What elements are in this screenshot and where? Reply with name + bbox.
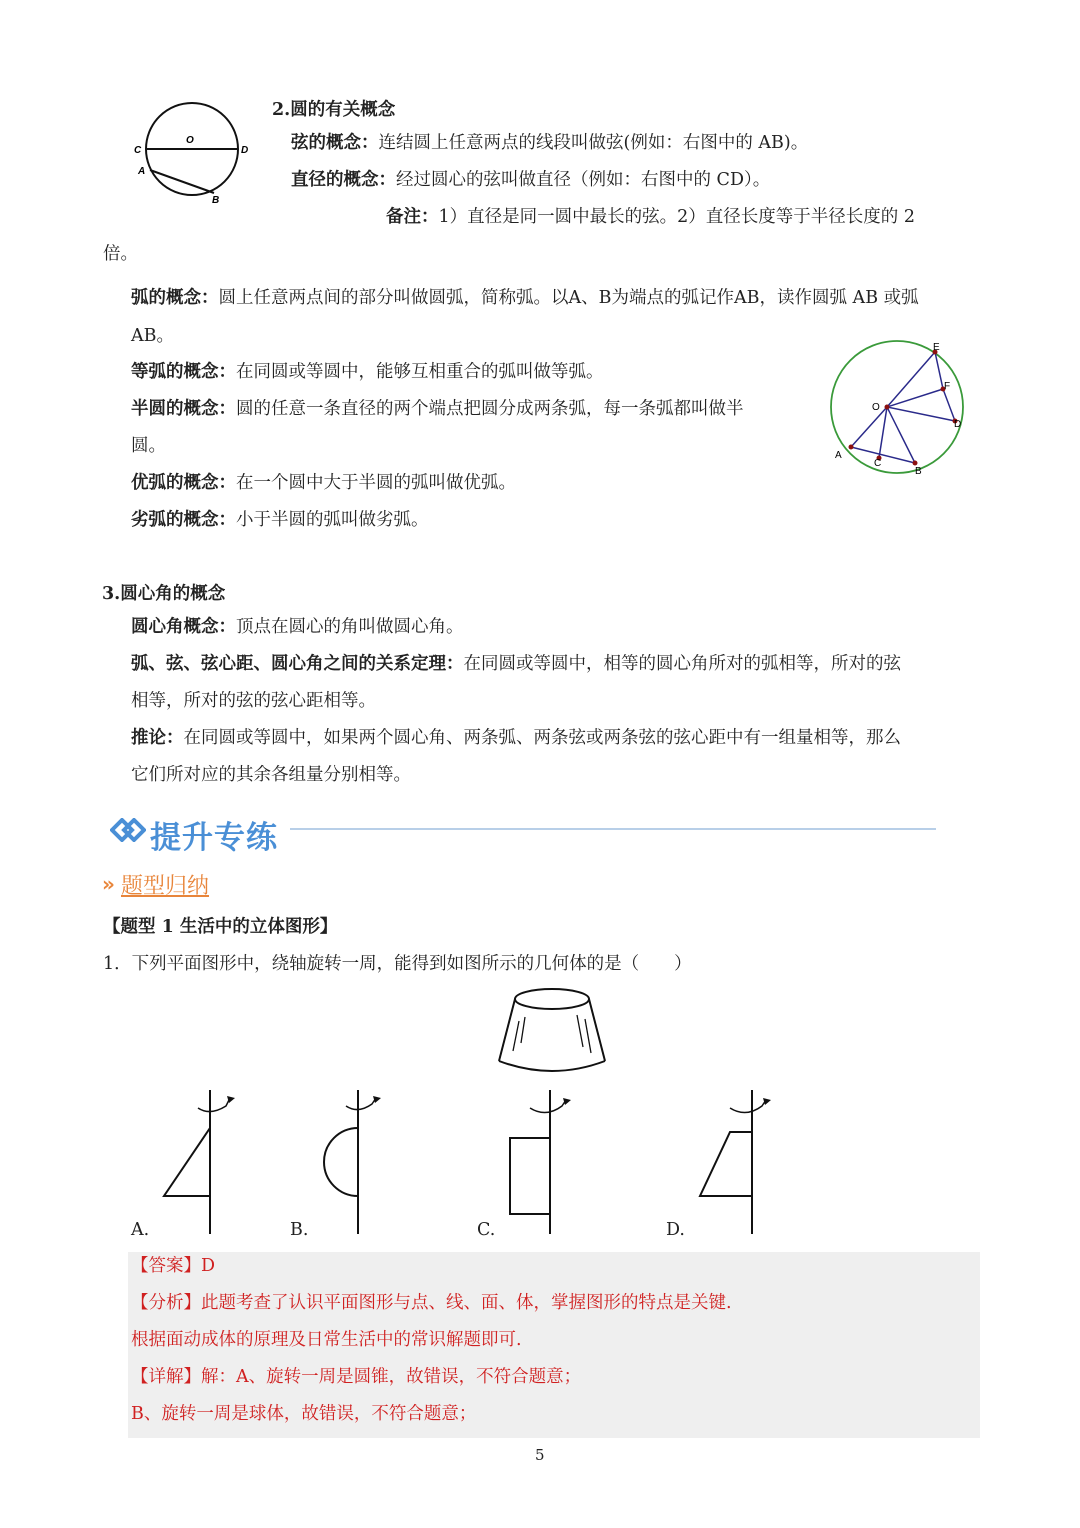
minor-arc-text: 小于半圆的弧叫做劣弧。 xyxy=(236,510,429,530)
diameter-label: 直径的概念： xyxy=(291,170,396,190)
fig1-label-d: D xyxy=(241,145,249,156)
banner-rule xyxy=(290,828,936,830)
circle-chord-diagram xyxy=(130,95,260,210)
chord-text: 连结圆上任意两点的线段叫做弦(例如：右图中的 AB)。 xyxy=(378,133,809,153)
option-a-label[interactable]: A. xyxy=(131,1220,150,1240)
detail-line-b: B、旋转一周是球体，故错误，不符合题意； xyxy=(131,1404,477,1424)
fig2-circle xyxy=(831,341,963,473)
sub-banner-title: 题型归纳 xyxy=(121,874,210,899)
fig2-label-f: F xyxy=(944,381,951,392)
central-angle-concept xyxy=(131,617,464,637)
semicircle-continuation: 圆。 xyxy=(131,436,166,456)
sub-banner-chevron-icon: » xyxy=(102,872,115,896)
diameter-text: 经过圆心的弦叫做直径（例如：右图中的 CD）。 xyxy=(396,170,771,190)
central-angle-label: 圆心角概念： xyxy=(131,617,236,637)
equal-arc-concept xyxy=(131,362,604,382)
major-arc-label: 优弧的概念： xyxy=(131,473,236,493)
minor-arc-label: 劣弧的概念： xyxy=(131,510,236,530)
option-c-label[interactable]: C. xyxy=(477,1220,496,1240)
circle-arcs-diagram xyxy=(815,335,980,480)
note-continuation: 倍。 xyxy=(103,244,138,264)
fig2-label-d: D xyxy=(954,419,962,430)
fig2-label-a: A xyxy=(835,450,842,461)
page-number: 5 xyxy=(535,1446,545,1464)
chord-label: 弦的概念： xyxy=(291,133,379,153)
corollary-label: 推论： xyxy=(131,728,184,748)
fig2-label-e: E xyxy=(933,342,940,353)
arc-label: 弧的概念： xyxy=(131,288,219,308)
major-arc-concept xyxy=(131,473,516,493)
relation-text: 在同圆或等圆中，相等的圆心角所对的弧相等，所对的弦 xyxy=(463,654,901,674)
option-c-figure xyxy=(500,1088,600,1236)
arc-concept xyxy=(131,288,919,308)
analysis-line: 【分析】此题考查了认识平面图形与点、线、面、体，掌握图形的特点是关键. xyxy=(131,1293,732,1313)
question1-stem: 1．下列平面图形中，绕轴旋转一周，能得到如图所示的几何体的是（ ） xyxy=(103,954,692,974)
type1-title: 【题型 1 生活中的立体图形】 xyxy=(103,917,338,937)
corollary xyxy=(131,728,901,748)
semicircle-label: 半圆的概念： xyxy=(131,399,236,419)
central-angle-text: 顶点在圆心的角叫做圆心角。 xyxy=(236,617,464,637)
minor-arc-concept xyxy=(131,510,429,530)
fig2-label-o: O xyxy=(872,402,880,413)
note-line xyxy=(386,207,915,227)
relation-theorem xyxy=(131,654,901,674)
option-a-figure xyxy=(150,1088,250,1236)
equal-arc-label: 等弧的概念： xyxy=(131,362,236,382)
fig2-label-b: B xyxy=(915,466,922,477)
fig2-label-c: C xyxy=(874,458,882,469)
relation-continuation: 相等，所对的弦的弦心距相等。 xyxy=(131,691,376,711)
detail-line-a: 【详解】解：A、旋转一周是圆锥，故错误，不符合题意； xyxy=(131,1367,582,1387)
major-arc-text: 在一个圆中大于半圆的弧叫做优弧。 xyxy=(236,473,516,493)
chord-concept xyxy=(291,133,808,153)
note-label: 备注： xyxy=(386,207,439,227)
option-d-figure xyxy=(690,1088,790,1236)
banner-diamond-icon xyxy=(110,818,146,842)
truncated-cone-figure xyxy=(495,985,615,1080)
semicircle-text: 圆的任意一条直径的两个端点把圆分成两条弧，每一条弧都叫做半 xyxy=(236,399,744,419)
banner-title: 提升专练 xyxy=(150,820,278,856)
option-d-label[interactable]: D. xyxy=(666,1220,685,1240)
relation-label: 弧、弦、弦心距、圆心角之间的关系定理： xyxy=(131,654,464,674)
arc-continuation: AB。 xyxy=(131,326,174,346)
fig1-label-a: A xyxy=(138,166,146,177)
analysis-continuation: 根据面动成体的原理及日常生活中的常识解题即可. xyxy=(131,1330,522,1350)
fig1-label-b: B xyxy=(212,195,220,206)
note-text: 1）直径是同一圆中最长的弦。2）直径长度等于半径长度的 2 xyxy=(438,207,915,227)
fig1-label-o: O xyxy=(186,135,194,146)
answer-line: 【答案】D xyxy=(131,1256,216,1276)
section2-title: 2.圆的有关概念 xyxy=(272,100,396,120)
equal-arc-text: 在同圆或等圆中，能够互相重合的弧叫做等弧。 xyxy=(236,362,604,382)
arc-text: 圆上任意两点间的部分叫做圆弧，简称弧。以A、B为端点的弧记作AB，读作圆弧 AB 或弧 xyxy=(218,288,919,308)
corollary-continuation: 它们所对应的其余各组量分别相等。 xyxy=(131,765,411,785)
fig1-label-c: C xyxy=(134,145,142,156)
semicircle-concept xyxy=(131,399,744,419)
diameter-concept xyxy=(291,170,770,190)
corollary-text: 在同圆或等圆中，如果两个圆心角、两条弧、两条弦或两条弦的弦心距中有一组量相等，那么 xyxy=(183,728,901,748)
option-b-label[interactable]: B. xyxy=(290,1220,309,1240)
section3-title: 3.圆心角的概念 xyxy=(102,584,226,604)
option-b-figure xyxy=(310,1088,410,1236)
